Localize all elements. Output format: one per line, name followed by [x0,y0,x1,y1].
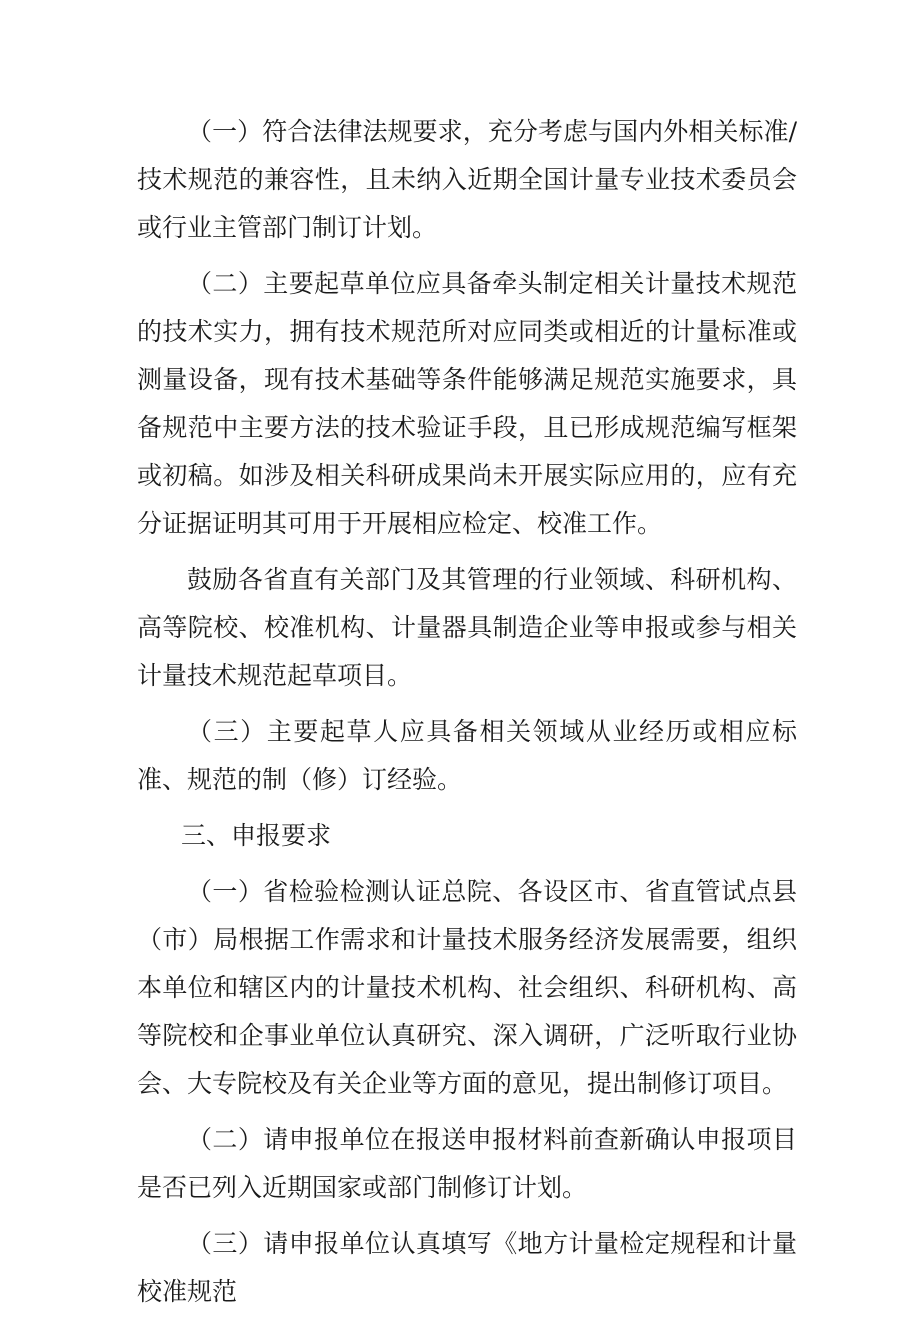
paragraph-encouragement: 鼓励各省直有关部门及其管理的行业领域、科研机构、高等院校、校准机构、计量器具制造企业等申报或参与相关计量技术规范起草项目。 [137,565,797,690]
document-body [137,108,797,1324]
section-heading: 三、申报要求 [181,821,332,850]
paragraph-requirement-1: （一）符合法律法规要求，充分考虑与国内外相关标准/技术规范的兼容性，且未纳入近期全国计量专业技术委员会或行业主管部门制订计划。 [137,117,797,242]
paragraph-requirement-2: （二）主要起草单位应具备牵头制定相关计量技术规范的技术实力，拥有技术规范所对应同类或相近的计量标准或测量设备，现有技术基础等条件能够满足规范实施要求，具备规范中主要方法的技术验证手段，且已形成规范编写框架或初稿。如涉及相关科研成果尚未开展实际应用的，应有充分证据证明其可用于开展相应检定、校准工作。 [137,269,797,538]
paragraph-application-3: （三）请申报单位认真填写《地方计量检定规程和计量校准规范 [137,1229,797,1306]
paragraph-application-2: （二）请申报单位在报送申报材料前查新确认申报项目是否已列入近期国家或部门制修订计划。 [137,1125,797,1202]
paragraph-requirement-3: （三）主要起草人应具备相关领域从业经历或相应标准、规范的制（修）订经验。 [137,717,797,794]
paragraph-application-1: （一）省检验检测认证总院、各设区市、省直管试点县（市）局根据工作需求和计量技术服务经济发展需要，组织本单位和辖区内的计量技术机构、社会组织、科研机构、高等院校和企事业单位认真研究、深入调研，广泛听取行业协会、大专院校及有关企业等方面的意见，提出制修订项目。 [137,877,797,1098]
